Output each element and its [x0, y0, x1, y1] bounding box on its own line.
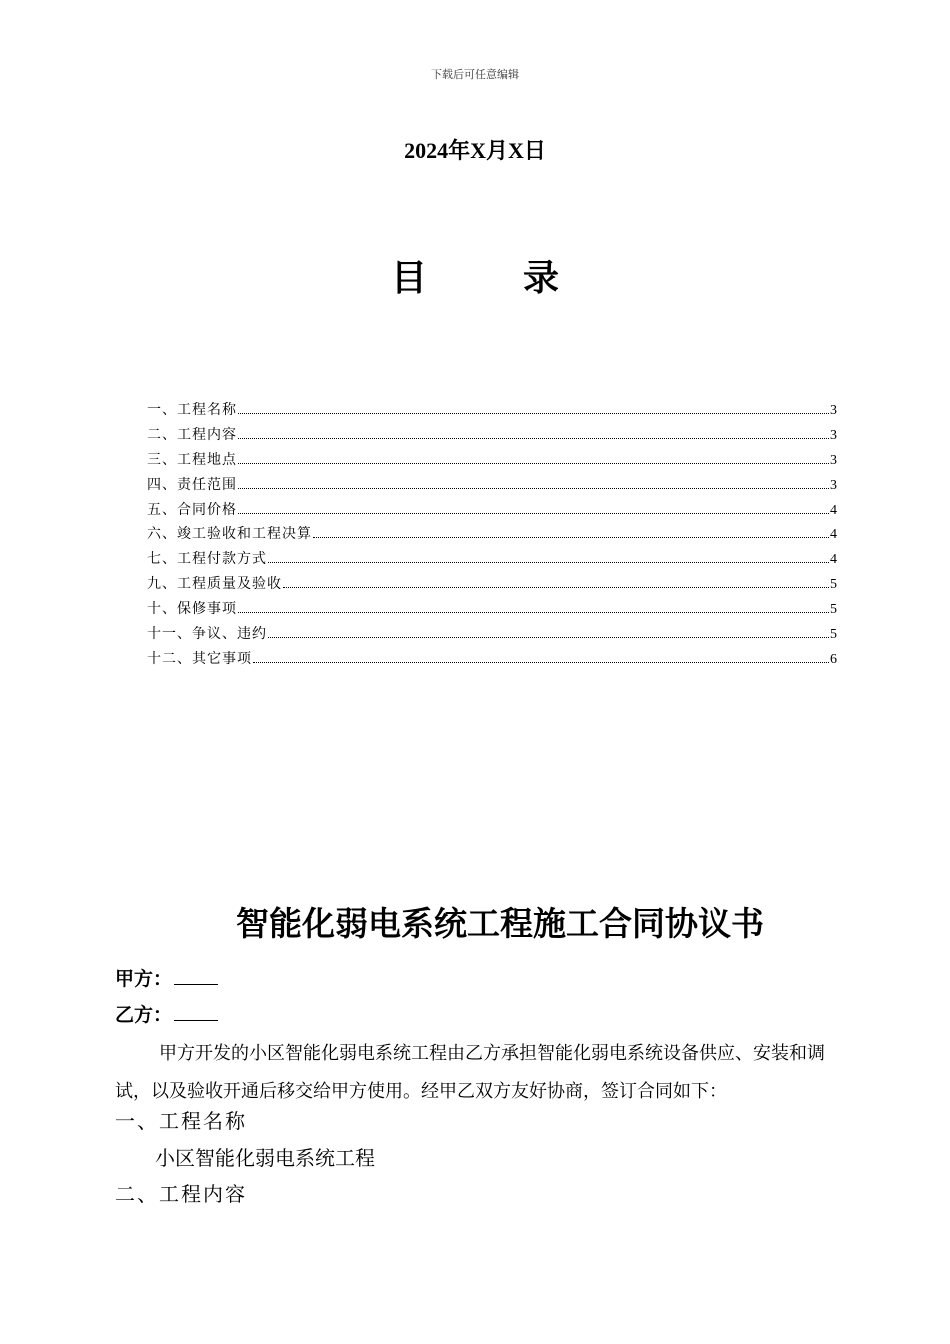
toc-entry[interactable]	[147, 572, 837, 597]
toc-entry[interactable]	[147, 547, 837, 572]
toc-entry[interactable]	[147, 498, 837, 523]
party-b-label: 乙方：	[115, 1004, 173, 1026]
toc-title	[0, 250, 950, 301]
toc-entry-label: 四、责任范围	[147, 476, 237, 493]
toc-entry-page: 6	[830, 651, 837, 667]
party-a-label: 甲方：	[115, 968, 173, 990]
toc-entry-label: 五、合同价格	[147, 501, 237, 518]
toc-entry-label: 十、保修事项	[147, 601, 237, 618]
toc-entry-label: 七、工程付款方式	[147, 551, 267, 568]
toc-entry-page: 5	[830, 602, 837, 618]
party-a-blank-field[interactable]	[174, 968, 218, 985]
contract-title: 智能化弱电系统工程施工合同协议书	[236, 904, 764, 943]
toc-entry-label: 三、工程地点	[147, 451, 237, 468]
header-note: 下载后可任意编辑	[431, 68, 519, 81]
toc-entry-label: 十一、争议、违约	[147, 626, 267, 643]
toc-entry-label: 十二、其它事项	[147, 650, 252, 667]
toc-leader-dots	[283, 586, 829, 588]
toc-leader-dots	[238, 611, 829, 613]
toc-leader-dots	[238, 487, 829, 489]
toc-entry-label: 六、竣工验收和工程决算	[147, 526, 312, 543]
toc-leader-dots	[238, 512, 829, 514]
toc-entry-page: 5	[830, 577, 837, 593]
toc-leader-dots	[268, 636, 829, 638]
toc-title-part2: 录	[523, 257, 560, 299]
toc-leader-dots	[268, 561, 829, 563]
toc-entry[interactable]	[147, 597, 837, 622]
toc-leader-dots	[313, 536, 829, 538]
intro-paragraph: 甲方开发的小区智能化弱电系统工程由乙方承担智能化弱电系统设备供应、安装和调试，以及验收开通后移交给甲方使用。经甲乙双方友好协商，签订合同如下：	[115, 1043, 825, 1102]
toc-entry-label: 一、工程名称	[147, 402, 237, 418]
party-a-line	[115, 964, 218, 991]
toc-leader-dots	[253, 661, 829, 663]
toc-entry[interactable]	[147, 647, 837, 672]
party-b-line	[115, 1000, 218, 1027]
toc-title-part1: 目	[390, 257, 427, 299]
section-heading-project-name: 一、工程名称	[115, 1109, 247, 1133]
toc-entry-label: 二、工程内容	[147, 426, 237, 443]
toc-entry-page: 4	[830, 552, 837, 568]
section-body-project-name: 小区智能化弱电系统工程	[155, 1146, 375, 1170]
toc-entry[interactable]	[147, 622, 837, 647]
toc-leader-dots	[238, 412, 829, 414]
toc-entry-page: 3	[830, 403, 837, 418]
toc-entry[interactable]	[147, 522, 837, 547]
toc-entry[interactable]	[147, 448, 837, 473]
toc-entry[interactable]	[147, 423, 837, 448]
toc-entry-page: 3	[830, 452, 837, 468]
toc-entry-page: 5	[830, 627, 837, 643]
toc-leader-dots	[238, 437, 829, 439]
toc-entry-page: 4	[830, 502, 837, 518]
toc-entry-page: 4	[830, 527, 837, 543]
toc-entry-page: 3	[830, 477, 837, 493]
toc-leader-dots	[238, 462, 829, 464]
toc-entry-label: 九、工程质量及验收	[147, 576, 282, 593]
toc-entry-page: 3	[830, 427, 837, 443]
table-of-contents	[147, 398, 837, 672]
party-b-blank-field[interactable]	[174, 1004, 218, 1021]
section-heading-project-content: 二、工程内容	[115, 1182, 247, 1206]
document-date: 2024年X月X日	[404, 138, 546, 163]
toc-entry[interactable]	[147, 473, 837, 498]
toc-entry[interactable]	[147, 398, 837, 423]
